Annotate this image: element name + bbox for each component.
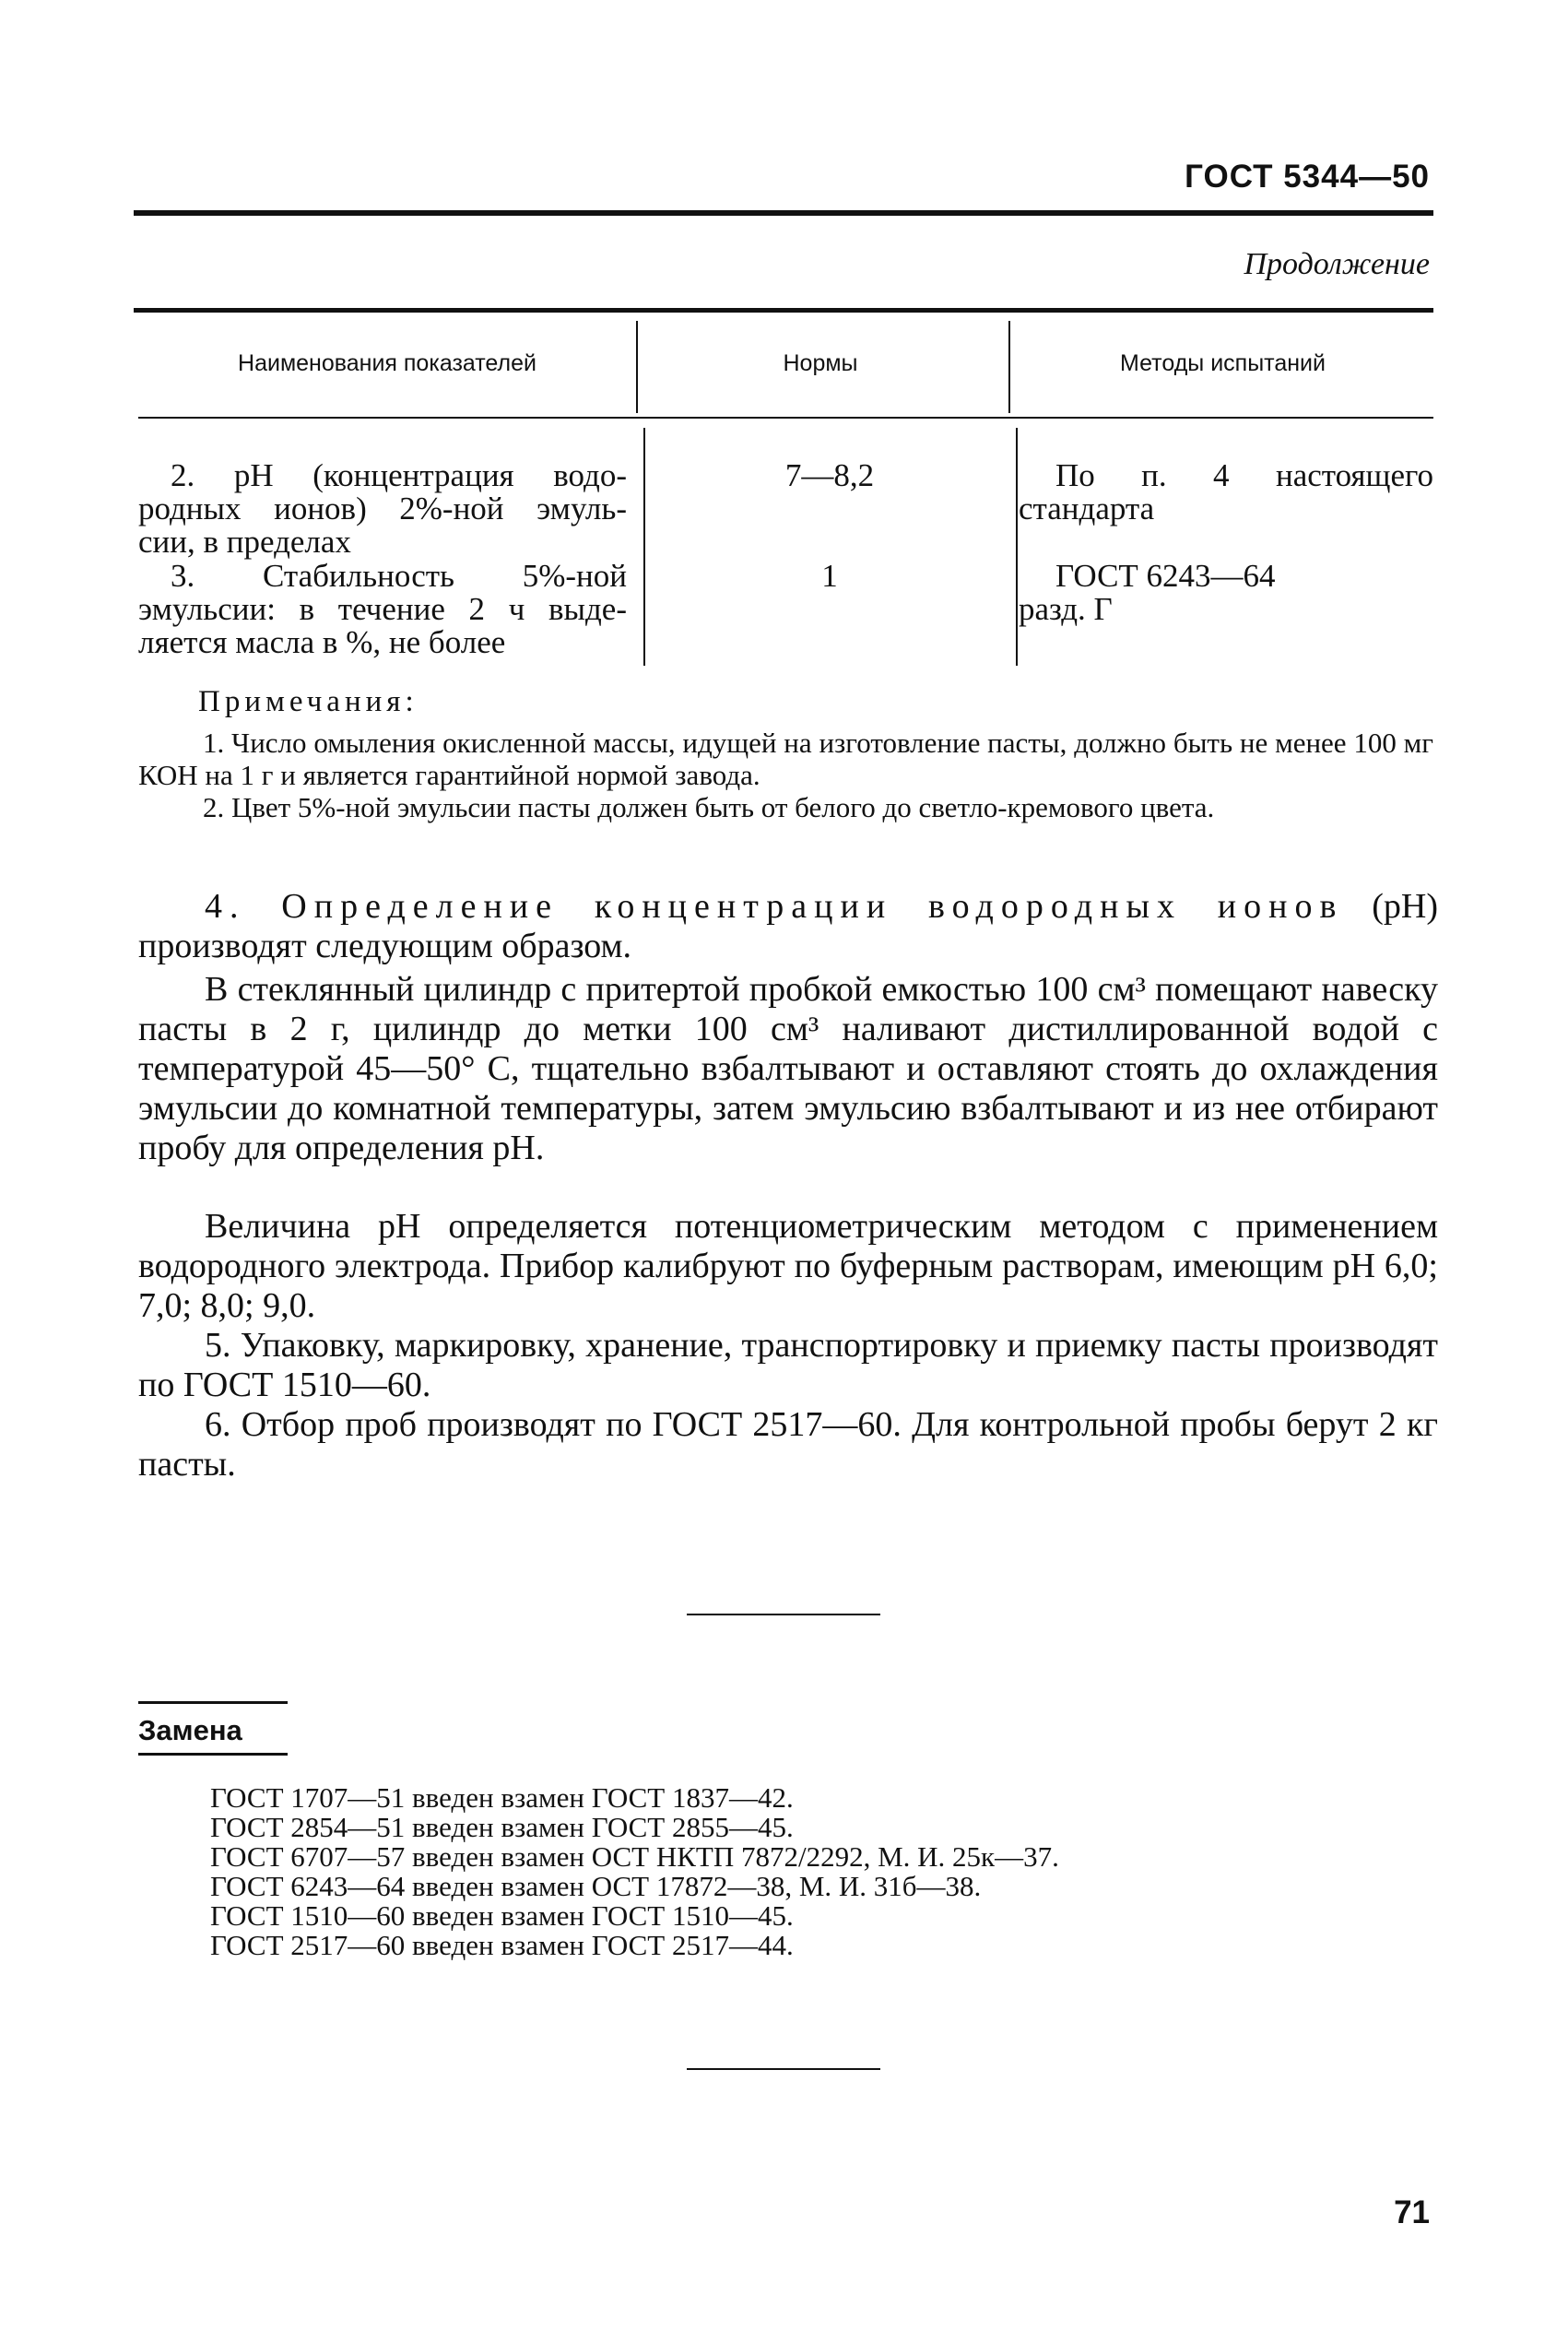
column-divider xyxy=(643,428,645,666)
standard-number: ГОСТ 5344—50 xyxy=(1185,159,1430,195)
continuation-label: Продолжение xyxy=(1244,247,1430,281)
column-header-methods: Методы испытаний xyxy=(1120,350,1326,376)
table-row-1-method: По п. 4 настоящего стандарта xyxy=(1019,457,1433,526)
table-row-2-name: 3. Стабильность 5%-ной эмульсии: в течение 2 ч выде- ляется масла в %, не более xyxy=(138,558,627,660)
replacement-line: ГОСТ 2517—60 введен взамен ГОСТ 2517—44. xyxy=(210,1929,794,1961)
end-separator xyxy=(687,2068,880,2070)
replacement-line: ГОСТ 6243—64 введен взамен ОСТ 17872—38, М. И. 31б—38. xyxy=(210,1870,982,1902)
section-separator xyxy=(687,1614,880,1615)
replacement-title: Замена xyxy=(138,1714,242,1746)
header-rule xyxy=(134,210,1433,216)
paragraph-4-procedure: В стеклянный цилиндр с притертой пробкой емкостью 100 см³ помещают навеску пасты в 2 г, цилиндр до метки 100 см³ наливают дистиллированной водой с температурой 45—50° С, тщательно взбалтывают и оставляют стоять до охлаждения эмульсии до комнатной температуры, затем эмульсию взбалтывают и из нее отбирают пробу для определения pH. xyxy=(138,970,1438,1167)
paragraph-4: 4. Определение концентрации водородных ионов (pH) производят следующим образом. xyxy=(138,887,1438,965)
section-4-heading: 4. Определение концентрации водородных ионов xyxy=(205,887,1344,926)
zamena-rule-bottom xyxy=(138,1753,288,1756)
table-top-rule xyxy=(134,308,1433,313)
page-number: 71 xyxy=(1394,2194,1430,2230)
table-row-2-norm: 1 xyxy=(821,558,838,594)
column-divider xyxy=(1016,428,1018,666)
replacement-line: ГОСТ 1510—60 введен взамен ГОСТ 1510—45. xyxy=(210,1899,794,1932)
column-header-norms: Нормы xyxy=(783,350,858,376)
paragraph-6: 6. Отбор проб производят по ГОСТ 2517—60. Для контрольной пробы берут 2 кг пасты. xyxy=(138,1405,1438,1484)
header-bottom-rule xyxy=(138,417,1433,419)
paragraph-4-measurement: Величина pH определяется потенциометрическим методом с применением водородного электрода. Прибор калибруют по буферным растворам, имеющим pH 6,0; 7,0; 8,0; 9,0. xyxy=(138,1207,1438,1325)
table-row-1-name: 2. pH (концентрация водо- родных ионов) 2%-ной эмуль- сии, в пределах xyxy=(138,457,627,560)
column-header-name: Наименования показателей xyxy=(238,350,536,376)
replacement-line: ГОСТ 6707—57 введен взамен ОСТ НКТП 7872/2292, М. И. 25к—37. xyxy=(210,1840,1059,1873)
replacement-line: ГОСТ 1707—51 введен взамен ГОСТ 1837—42. xyxy=(210,1781,794,1814)
paragraph-5: 5. Упаковку, маркировку, хранение, транспортировку и приемку пасты производят по ГОСТ 1510—60. xyxy=(138,1326,1438,1404)
note-1: 1. Число омыления окисленной массы, идущей на изготовление пасты, должно быть не менее 100 мг КОН на 1 г и является гарантийной нормой завода. xyxy=(138,727,1433,791)
header-divider xyxy=(1008,321,1010,413)
zamena-rule-top xyxy=(138,1701,288,1704)
replacement-line: ГОСТ 2854—51 введен взамен ГОСТ 2855—45. xyxy=(210,1811,794,1843)
note-2: 2. Цвет 5%-ной эмульсии пасты должен быть от белого до светло-кремового цвета. xyxy=(203,791,1215,823)
table-row-1-norm: 7—8,2 xyxy=(784,457,875,493)
table-row-2-method: ГОСТ 6243—64 разд. Г xyxy=(1019,558,1276,627)
header-divider xyxy=(636,321,638,413)
notes-title: Примечания: xyxy=(198,685,419,718)
